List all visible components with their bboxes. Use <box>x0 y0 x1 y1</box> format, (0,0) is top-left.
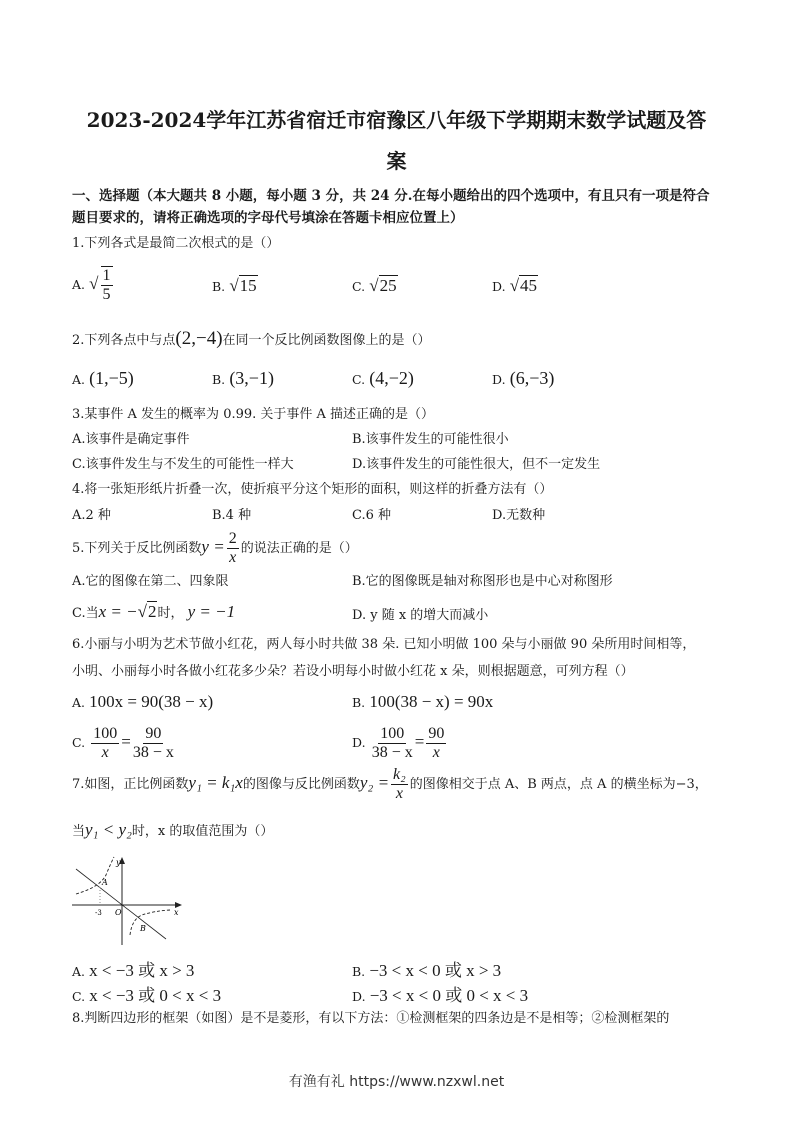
q4-option-d: D.无数种 <box>492 508 546 523</box>
q5-option-a: A.它的图像在第二、四象限 <box>72 574 229 589</box>
tick-label: -3 <box>95 909 102 917</box>
y-label: y <box>116 858 121 867</box>
question-6-line2: 小明、小丽每小时各做小红花多少朵？若设小明每小时做小红花 x 朵，则根据题意，可列方程（） <box>72 664 634 679</box>
q2-option-a: A. (1,−5) <box>72 368 134 388</box>
q4-option-a: A.2 种 <box>72 508 111 523</box>
q7-option-c: C. x < −3 或 0 < x < 3 <box>72 986 222 1005</box>
origin-label: O <box>115 908 122 917</box>
q5-option-c: C.当x = −√2时， y = −1 <box>72 602 236 621</box>
q3-option-b: B.该事件发生的可能性很小 <box>352 432 509 447</box>
question-2-stem: 2.下列各点中与点(2,−4)在同一个反比例函数图像上的是（） <box>72 328 431 349</box>
q1-option-a: A. √ $\frac{1}{5}$ <box>72 267 111 303</box>
q7-option-b: B. −3 < x < 0 或 x > 3 <box>352 961 502 980</box>
page-title-line2: 案 <box>386 149 407 173</box>
q2-option-d: D. (6,−3) <box>492 368 555 388</box>
question-3-stem: 3.某事件 A 发生的概率为 0.99. 关于事件 A 描述正确的是（） <box>72 407 435 422</box>
q4-option-b: B.4 种 <box>212 508 252 523</box>
q7-figure <box>70 855 185 947</box>
footer-watermark: 有渔有礼 https://www.nzxwl.net <box>288 1074 505 1090</box>
hyperbola-branch-2 <box>130 910 170 935</box>
q6-option-a: A. 100x = 90(38 − x) <box>72 692 214 711</box>
q2-option-b: B. (3,−1) <box>212 368 274 388</box>
q7-option-a: A. x < −3 或 x > 3 <box>72 961 195 980</box>
q5-option-b: B.它的图像既是轴对称图形也是中心对称图形 <box>352 574 613 589</box>
x-label: x <box>174 908 179 917</box>
question-1-stem: 1.下列各式是最简二次根式的是（） <box>72 236 280 251</box>
q3-option-c: C.该事件发生与不发生的可能性一样大 <box>72 457 294 472</box>
hyperbola-branch-1 <box>76 857 114 894</box>
q4-option-c: C.6 种 <box>352 508 392 523</box>
question-4-stem: 4.将一张矩形纸片折叠一次，使折痕平分这个矩形的面积，则这样的折叠方法有（） <box>72 482 553 497</box>
q1-option-b: B. √15 <box>212 276 257 295</box>
q6-option-b: B. 100(38 − x) = 90x <box>352 692 494 711</box>
q3-option-d: D.该事件发生的可能性很大，但不一定发生 <box>352 457 601 472</box>
q1-option-d: D. √45 <box>492 276 538 295</box>
section-header: 一、选择题（本大题共 8 小题，每小题 3 分，共 24 分.在每小题给出的四个选项中，有且只有一项是符合 <box>72 188 710 204</box>
question-5-stem: 5.下列关于反比例函数y = $\frac{2}{x}$ 的说法正确的是（） <box>72 530 358 566</box>
q7-option-d: D. −3 < x < 0 或 0 < x < 3 <box>352 986 529 1005</box>
point-a-label: A <box>102 878 108 887</box>
section-header-cont: 题目要求的，请将正确选项的字母代号填涂在答题卡相应位置上） <box>72 210 464 226</box>
question-7-stem: 7.如图，正比例函数y₁ = k₁x的图像与反比例函数y₂ = $\frac{\text{k₂}}{x}$ 的图像相交于点 A、B 两点，点 A 的横坐标为−3， <box>72 766 708 802</box>
q2-option-c: C. (4,−2) <box>352 368 414 388</box>
q3-option-a: A.该事件是确定事件 <box>72 432 190 447</box>
page-title-line1: 2023-2024学年江苏省宿迁市宿豫区八年级下学期期末数学试题及答 <box>86 108 707 132</box>
q5-option-d: D. y 随 x 的增大而减小 <box>352 608 489 623</box>
q1-option-c: C. √25 <box>352 276 397 295</box>
question-6-line1: 6.小丽与小明为艺术节做小红花，两人每小时共做 38 朵. 已知小明做 100 朵与小丽做 90 朵所用时间相等， <box>72 637 696 652</box>
q6-option-d: D. $\frac{100}{38 - x}$ = $\frac{90}{x}$ <box>352 725 445 761</box>
point-b-label: B <box>140 924 146 933</box>
question-8-stem: 8.判断四边形的框架（如图）是不是菱形，有以下方法：①检测框架的四条边是不是相等；②检测框架的 <box>72 1011 670 1026</box>
proportional-line <box>76 869 166 939</box>
question-7-line2: 当y₁ < y₂时，x 的取值范围为（） <box>72 820 274 839</box>
q6-option-c: C. $\frac{100}{x}$ = $\frac{90}{38 - x}$ <box>72 725 174 761</box>
